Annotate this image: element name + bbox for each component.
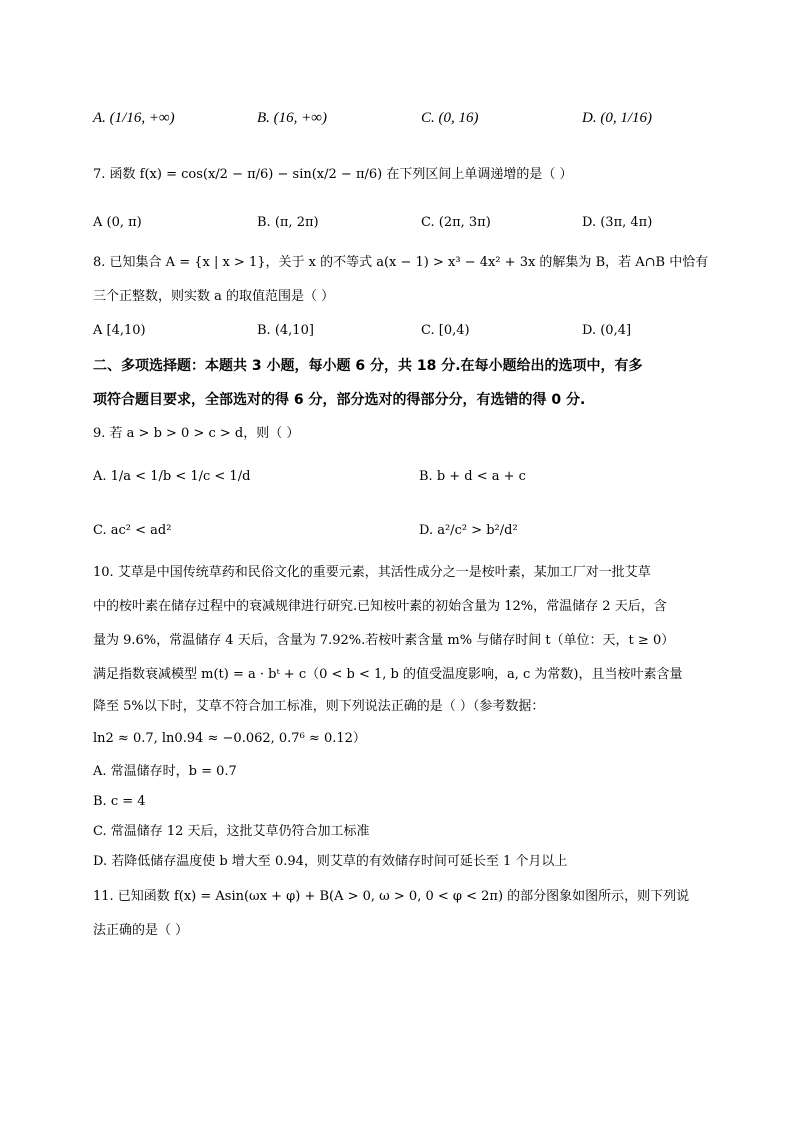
q10-stem-line4: 满足指数衰减模型 m(t) = a · bᵗ + c（0 < b < 1, b 的值受温度影响，a, c 为常数)，且当桉叶素含量 xyxy=(93,667,683,682)
q11-stem-line2: 法正确的是（ ） xyxy=(93,923,189,938)
q10-option-b[interactable]: B. c = 4 xyxy=(93,794,146,809)
section2-heading-line1: 二、多项选择题：本题共 3 小题，每小题 6 分，共 18 分.在每小题给出的选项中，有多 xyxy=(93,358,643,374)
q11-stem-line1: 11. 已知函数 f(x) = Asin(ωx + φ) + B(A > 0, ω > 0, 0 < φ < 2π) 的部分图象如图所示，则下列说 xyxy=(93,889,690,904)
q6-option-a[interactable]: A. (1/16, +∞) xyxy=(93,110,175,126)
q10-reference-data: ln2 ≈ 0.7, ln0.94 ≈ −0.062, 0.7⁶ ≈ 0.12） xyxy=(93,731,366,746)
q10-stem-line1: 10. 艾草是中国传统草药和民俗文化的重要元素，其活性成分之一是桉叶素，某加工厂对一批艾草 xyxy=(93,565,651,580)
q10-stem-line3: 量为 9.6%，常温储存 4 天后，含量为 7.92%.若桉叶素含量 m% 与储存时间 t（单位：天，t ≥ 0） xyxy=(93,633,675,648)
q9-option-c[interactable]: C. ac² < ad² xyxy=(93,523,172,538)
q10-option-a[interactable]: A. 常温储存时，b = 0.7 xyxy=(93,764,237,779)
q8-option-b[interactable]: B. (4,10] xyxy=(257,323,314,338)
q9-option-a[interactable]: A. 1/a < 1/b < 1/c < 1/d xyxy=(93,469,251,484)
q8-stem-line2: 三个正整数，则实数 a 的取值范围是（ ） xyxy=(93,289,335,304)
q9-option-d[interactable]: D. a²/c² > b²/d² xyxy=(419,523,518,538)
q6-option-c[interactable]: C. (0, 16) xyxy=(421,110,479,126)
q9-option-b[interactable]: B. b + d < a + c xyxy=(419,469,526,484)
q8-stem-line1: 8. 已知集合 A = {x | x > 1}，关于 x 的不等式 a(x − 1) > x³ − 4x² + 3x 的解集为 B，若 A∩B 中恰有 xyxy=(93,255,709,270)
q8-option-a[interactable]: A [4,10) xyxy=(93,323,146,338)
q7-option-d[interactable]: D. (3π, 4π) xyxy=(582,215,653,230)
q7-stem: 7. 函数 f(x) = cos(x/2 − π/6) − sin(x/2 − π/6) 在下列区间上单调递增的是（ ） xyxy=(93,167,573,182)
q10-option-c[interactable]: C. 常温储存 12 天后，这批艾草仍符合加工标准 xyxy=(93,824,370,839)
q8-option-d[interactable]: D. (0,4] xyxy=(582,323,632,338)
q10-option-d[interactable]: D. 若降低储存温度使 b 增大至 0.94，则艾草的有效储存时间可延长至 1 个月以上 xyxy=(93,854,568,869)
section2-heading-line2: 项符合题目要求，全部选对的得 6 分，部分选对的得部分分，有选错的得 0 分. xyxy=(93,392,586,408)
q6-option-b[interactable]: B. (16, +∞) xyxy=(257,110,327,126)
q7-option-a[interactable]: A (0, π) xyxy=(93,215,142,230)
q6-option-d[interactable]: D. (0, 1/16) xyxy=(582,110,652,126)
q10-stem-line5: 降至 5%以下时，艾草不符合加工标准，则下列说法正确的是（ ）（参考数据： xyxy=(93,699,545,714)
q10-stem-line2: 中的桉叶素在储存过程中的衰减规律进行研究.已知桉叶素的初始含量为 12%，常温储存 2 天后，含 xyxy=(93,599,667,614)
q7-option-b[interactable]: B. (π, 2π) xyxy=(257,215,319,230)
q8-option-c[interactable]: C. [0,4) xyxy=(421,323,470,338)
q7-option-c[interactable]: C. (2π, 3π) xyxy=(421,215,491,230)
q9-stem: 9. 若 a > b > 0 > c > d，则（ ） xyxy=(93,426,300,441)
